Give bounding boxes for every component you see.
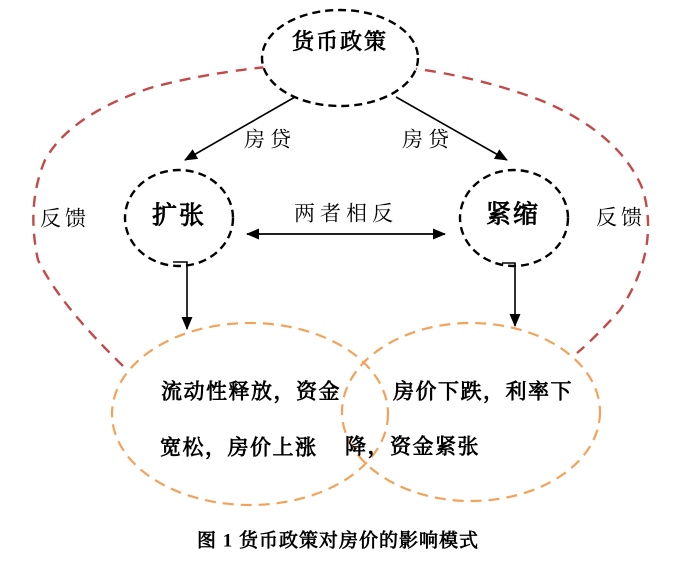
outcome-left-line2: 宽松，房价上涨 [160,435,318,460]
outcome-right-line2: 降，资金紧张 [345,434,480,459]
mortgage-left-label: 房贷 [244,127,296,152]
outcome-left-ellipse [112,323,388,505]
contraction-label: 紧缩 [485,201,541,229]
policy-ellipse [262,10,418,106]
contraction-down-arrow [502,263,515,326]
expansion-down-arrow [173,262,187,329]
expansion-label: 扩张 [151,202,207,230]
feedback-right-label: 反馈 [596,205,646,230]
mortgage-right-label: 房贷 [402,127,454,152]
feedback-left-label: 反馈 [40,206,90,231]
opposite-label: 两者相反 [294,201,398,226]
outcome-left-line1: 流动性释放，资金 [161,379,341,404]
policy-label: 货币政策 [291,29,389,54]
outcome-right-ellipse [342,323,600,501]
outcome-right-line1: 房价下跌，利率下 [393,379,573,404]
figure-caption: 图 1 货币政策对房价的影响模式 [196,530,480,552]
